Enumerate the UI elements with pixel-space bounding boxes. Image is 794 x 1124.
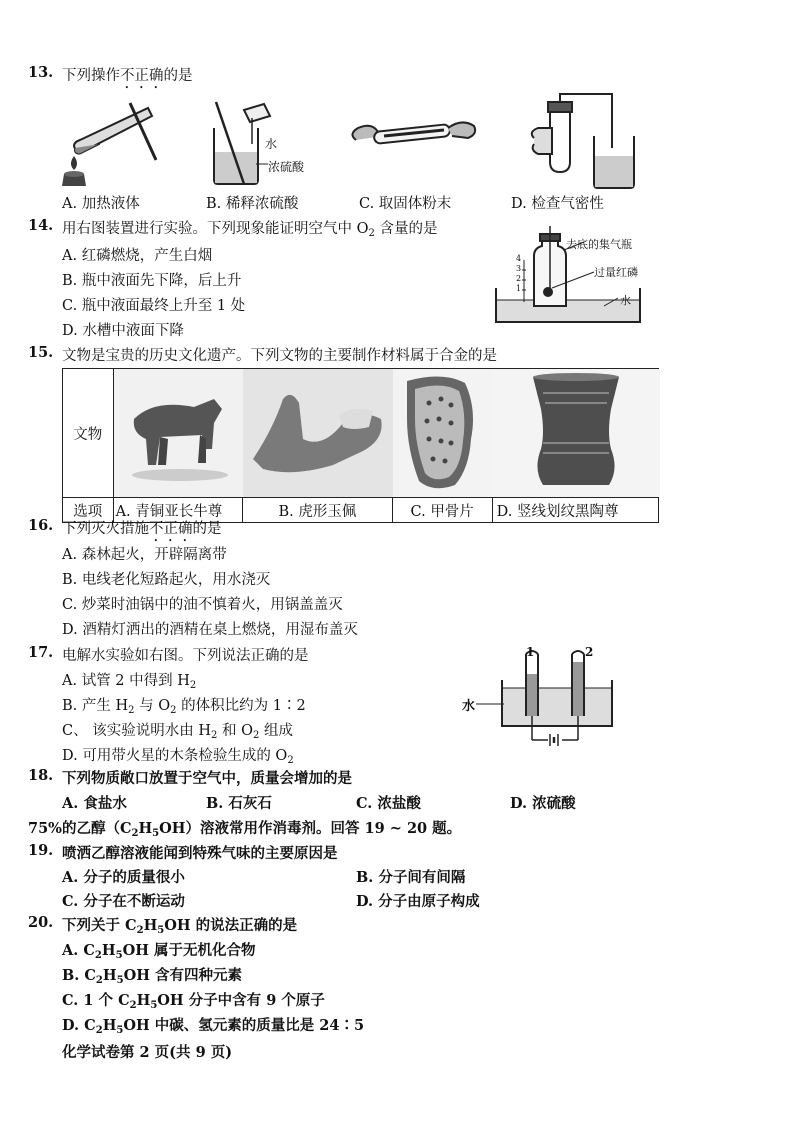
q16-number: 16. bbox=[28, 517, 54, 534]
q13-label-acid: 浓硫酸 bbox=[268, 160, 305, 174]
q14-option-d[interactable] bbox=[62, 319, 184, 340]
q19-option-c-text: 分子在不断运动 bbox=[83, 893, 185, 910]
q20-option-d-sub1: 2 bbox=[95, 1025, 103, 1036]
q13-stem bbox=[62, 64, 193, 92]
q13-option-a-letter: A. bbox=[62, 196, 78, 212]
q14-option-c[interactable] bbox=[62, 294, 245, 315]
q14-stem-post: 含量的是 bbox=[374, 221, 438, 237]
q19-option-b-letter: B. bbox=[356, 869, 374, 886]
intro-post: OH）溶液常用作消毒剂。回答 19 ~ 20 题。 bbox=[159, 820, 462, 837]
q19-number: 19. bbox=[28, 842, 54, 859]
intro-mid: H bbox=[138, 820, 153, 837]
q16-option-b[interactable] bbox=[62, 568, 270, 589]
q14-stem-sub: 2 bbox=[368, 228, 375, 239]
intro-pre: 75%的乙醇（C bbox=[28, 820, 132, 837]
q19-stem: 喷洒乙醇溶液能闻到特殊气味的主要原因是 bbox=[62, 845, 338, 862]
q14-option-d-text: 水槽中液面下降 bbox=[82, 323, 184, 339]
bronze-ox-zun-image bbox=[114, 369, 243, 497]
q15-option-c-text: 甲骨片 bbox=[430, 503, 474, 520]
artifact-c-image-cell bbox=[392, 369, 492, 498]
q17-option-c-letter: C、 bbox=[62, 723, 88, 739]
q14-stem-text: 用右图装置进行实验。下列现象能证明空气中 O bbox=[62, 221, 369, 237]
q20-option-a-pre: C bbox=[83, 942, 95, 959]
q20-option-c-letter: C. bbox=[62, 992, 79, 1009]
q20-option-d-letter: D. bbox=[62, 1017, 80, 1034]
q16-stem bbox=[62, 517, 222, 545]
q15-option-d[interactable] bbox=[492, 498, 658, 523]
artifact-a-image-cell bbox=[113, 369, 243, 498]
q14-mark-2: 2 bbox=[516, 274, 522, 283]
q15-option-c-letter: C. bbox=[410, 503, 426, 520]
q16-option-a-text: 森林起火，开辟隔离带 bbox=[81, 547, 227, 563]
q13-option-c-letter: C. bbox=[359, 196, 375, 212]
q16-option-a[interactable] bbox=[62, 543, 227, 564]
artifact-row-label-top: 文物 bbox=[63, 369, 114, 498]
q20-option-a-sub2: 5 bbox=[115, 950, 123, 961]
q17-option-b-tail: 与 O bbox=[134, 698, 171, 714]
q16-stem-pre: 下列灭火措施 bbox=[62, 521, 149, 537]
q20-option-a[interactable] bbox=[62, 939, 255, 960]
q13-option-c-text: 取固体粉末 bbox=[378, 196, 452, 212]
q20-stem bbox=[62, 914, 297, 935]
q20-option-b-pre: C bbox=[84, 967, 96, 984]
q18-option-a[interactable] bbox=[62, 792, 127, 813]
q20-option-d-pre: C bbox=[84, 1017, 96, 1034]
q20-option-b-tail: OH 含有四种元素 bbox=[123, 967, 242, 984]
q14-label-phosphorus: 过量红磷 bbox=[594, 266, 638, 279]
q13-option-b[interactable] bbox=[206, 192, 298, 213]
q16-option-d-text: 酒精灯洒出的酒精在桌上燃烧，用湿布盖灭 bbox=[82, 622, 358, 638]
q20-option-b-letter: B. bbox=[62, 967, 80, 984]
q20-option-a-tail: OH 属于无机化合物 bbox=[122, 942, 256, 959]
q14-mark-1: 1 bbox=[516, 284, 522, 293]
q20-option-d-tail: OH 中碳、氢元素的质量比是 24∶5 bbox=[123, 1017, 365, 1034]
q20-option-a-sub1: 2 bbox=[94, 950, 102, 961]
q17-option-a-sub: 2 bbox=[189, 680, 197, 691]
q19-option-d[interactable] bbox=[356, 890, 480, 911]
q17-option-c-tail: 和 O bbox=[217, 723, 253, 739]
q18-option-c[interactable] bbox=[356, 792, 421, 813]
q20-option-d-sub2: 5 bbox=[116, 1025, 124, 1036]
q13-option-c[interactable] bbox=[359, 192, 451, 213]
black-pottery-zun-image bbox=[493, 369, 658, 497]
q13-fig-c-powder bbox=[344, 110, 484, 160]
q13-option-d[interactable] bbox=[511, 192, 604, 213]
q13-stem-pre: 下列操作 bbox=[62, 68, 120, 84]
page-footer: 化学试卷第 2 页(共 9 页) bbox=[62, 1044, 233, 1061]
q14-label-bottle: 去底的集气瓶 bbox=[566, 238, 632, 251]
q18-number: 18. bbox=[28, 767, 54, 784]
q18-option-d[interactable] bbox=[510, 792, 576, 813]
q16-option-a-letter: A. bbox=[62, 547, 78, 563]
q13-option-d-letter: D. bbox=[511, 196, 527, 212]
q20-option-d-h: H bbox=[102, 1017, 117, 1034]
q14-option-a-letter: A. bbox=[62, 248, 78, 264]
oracle-bone-image bbox=[393, 369, 492, 497]
q17-option-a-text: 试管 2 中得到 H bbox=[81, 673, 190, 689]
q16-option-c-text: 炒菜时油锅中的油不慎着火，用锅盖盖灭 bbox=[81, 597, 343, 613]
q20-stem-sub-1: 2 bbox=[136, 925, 144, 936]
q17-option-b-sub: 2 bbox=[128, 705, 135, 716]
q17-option-d-letter: D. bbox=[62, 748, 78, 764]
q16-stem-post: 的是 bbox=[192, 521, 222, 537]
q14-scale-marks bbox=[516, 254, 521, 294]
q18-option-d-text: 浓硫酸 bbox=[532, 795, 576, 812]
q17-option-b-letter: B. bbox=[62, 698, 78, 714]
q13-fig-a-heating bbox=[60, 98, 170, 188]
q15-option-b-text: 虎形玉佩 bbox=[298, 503, 357, 520]
q17-option-c-sub: 2 bbox=[210, 730, 218, 741]
q13-stem-emph: 不正确 bbox=[120, 68, 164, 84]
q19-option-a[interactable] bbox=[62, 866, 185, 887]
q13-label-water: 水 bbox=[265, 137, 278, 151]
q18-option-a-letter: A. bbox=[62, 795, 79, 812]
q16-stem-emph: 不正确 bbox=[149, 521, 193, 537]
q17-option-b-text: 产生 H bbox=[81, 698, 129, 714]
q14-number: 14. bbox=[28, 217, 54, 234]
q19-option-c-letter: C. bbox=[62, 893, 79, 910]
q18-option-b-letter: B. bbox=[206, 795, 224, 812]
q20-option-b-sub1: 2 bbox=[95, 975, 103, 986]
q19-option-b-text: 分子间有间隔 bbox=[378, 869, 466, 886]
intro-sub-2: 5 bbox=[152, 828, 160, 839]
q14-option-b-text: 瓶中液面先下降，后上升 bbox=[81, 273, 242, 289]
q17-option-c-text: 该实验说明水由 H bbox=[92, 723, 211, 739]
q19-option-a-letter: A. bbox=[62, 869, 79, 886]
q17-stem: 电解水实验如右图。下列说法正确的是 bbox=[62, 648, 309, 664]
q20-option-a-h: H bbox=[101, 942, 116, 959]
q20-option-c-h: H bbox=[136, 992, 151, 1009]
q15-stem: 文物是宝贵的历史文化遗产。下列文物的主要制作材料属于合金的是 bbox=[62, 348, 497, 364]
q13-option-b-text: 稀释浓硫酸 bbox=[225, 196, 299, 212]
q15-option-d-letter: D. bbox=[496, 503, 513, 520]
q14-option-b[interactable] bbox=[62, 269, 241, 290]
q17-option-d[interactable] bbox=[62, 744, 294, 765]
q20-option-c-tail: OH 分子中含有 9 个原子 bbox=[157, 992, 325, 1009]
q17-option-c-sub2: 2 bbox=[252, 730, 260, 741]
artifact-b-image-cell bbox=[243, 369, 392, 498]
q14-option-c-letter: C. bbox=[62, 298, 78, 314]
q20-stem-h: H bbox=[143, 917, 158, 934]
q20-number: 20. bbox=[28, 914, 54, 931]
q16-option-b-letter: B. bbox=[62, 572, 78, 588]
q16-option-b-text: 电线老化短路起火，用水浇灭 bbox=[81, 572, 271, 588]
q20-option-c[interactable] bbox=[62, 989, 325, 1010]
q14-option-a[interactable] bbox=[62, 244, 212, 265]
q15-option-d-text: 竖线划纹黑陶尊 bbox=[517, 503, 619, 520]
q15-option-c[interactable] bbox=[392, 498, 492, 523]
q19-option-d-letter: D. bbox=[356, 893, 374, 910]
q17-option-b[interactable] bbox=[62, 694, 306, 715]
q16-option-c-letter: C. bbox=[62, 597, 78, 613]
artifact-d-image-cell bbox=[492, 369, 658, 498]
q14-option-b-letter: B. bbox=[62, 273, 78, 289]
q13-number: 13. bbox=[28, 64, 54, 81]
q18-option-c-text: 浓盐酸 bbox=[377, 795, 421, 812]
q17-electrolysis-diagram bbox=[492, 650, 622, 750]
q15-number: 15. bbox=[28, 344, 54, 361]
intro-sub-1: 2 bbox=[131, 828, 139, 839]
q17-option-b-sub2: 2 bbox=[170, 705, 177, 716]
q14-option-d-letter: D. bbox=[62, 323, 78, 339]
q17-option-a-letter: A. bbox=[62, 673, 78, 689]
q13-option-a[interactable] bbox=[62, 192, 140, 213]
q16-option-c[interactable] bbox=[62, 593, 343, 614]
tiger-jade-pendant-image bbox=[243, 369, 391, 497]
q15-option-b[interactable] bbox=[243, 498, 392, 523]
q14-mark-3: 3 bbox=[516, 264, 522, 273]
q15-option-b-letter: B. bbox=[278, 503, 294, 520]
q19-option-c[interactable] bbox=[62, 890, 185, 911]
q18-option-d-letter: D. bbox=[510, 795, 528, 812]
q17-option-d-sub: 2 bbox=[287, 755, 294, 766]
q20-option-b-sub2: 5 bbox=[116, 975, 124, 986]
q18-option-b-text: 石灰石 bbox=[228, 795, 272, 812]
q14-option-a-text: 红磷燃烧，产生白烟 bbox=[81, 248, 213, 264]
q19-option-a-text: 分子的质量很小 bbox=[83, 869, 185, 886]
q20-stem-sub-2: 5 bbox=[157, 925, 165, 936]
q17-option-c-tail2: 组成 bbox=[259, 723, 293, 739]
q17-option-d-text: 可用带火星的木条检验生成的 O bbox=[82, 748, 288, 764]
q15-option-a-letter: A. bbox=[115, 503, 131, 520]
q13-option-d-text: 检查气密性 bbox=[531, 196, 604, 212]
q20-stem-pre: 下列关于 C bbox=[62, 917, 137, 934]
q16-option-d-letter: D. bbox=[62, 622, 78, 638]
q17-tube-2-label: 2 bbox=[585, 645, 594, 659]
q18-stem: 下列物质敞口放置于空气中，质量会增加的是 bbox=[62, 770, 352, 787]
q18-option-c-letter: C. bbox=[356, 795, 373, 812]
q18-option-a-text: 食盐水 bbox=[83, 795, 127, 812]
q17-number: 17. bbox=[28, 644, 54, 661]
q19-option-b[interactable] bbox=[356, 866, 465, 887]
q14-mark-4: 4 bbox=[516, 254, 522, 263]
q17-water-label: 水 bbox=[462, 699, 476, 714]
q20-option-c-sub1: 2 bbox=[129, 1000, 137, 1011]
artifact-table bbox=[62, 368, 659, 523]
q20-option-d[interactable] bbox=[62, 1014, 364, 1035]
q13-option-b-letter: B. bbox=[206, 196, 222, 212]
ethanol-intro bbox=[28, 817, 461, 838]
q20-option-b[interactable] bbox=[62, 964, 242, 985]
q17-tube-1-label: 1 bbox=[526, 645, 535, 659]
q15-option-a-text: 青铜亚长牛尊 bbox=[135, 503, 223, 520]
q19-option-d-text: 分子由原子构成 bbox=[378, 893, 480, 910]
q20-option-c-sub2: 5 bbox=[150, 1000, 158, 1011]
q20-option-c-pre: 1 个 C bbox=[83, 992, 130, 1009]
q17-option-b-tail2: 的体积比约为 1∶2 bbox=[176, 698, 306, 714]
q20-option-a-letter: A. bbox=[62, 942, 79, 959]
artifact-row-label-bottom: 选项 bbox=[63, 498, 114, 523]
q14-stem bbox=[62, 217, 437, 238]
q17-option-a[interactable] bbox=[62, 669, 196, 690]
q14-option-c-text: 瓶中液面最终上升至 1 处 bbox=[81, 298, 246, 314]
artifact-image-row bbox=[63, 369, 659, 498]
q18-option-b[interactable] bbox=[206, 792, 272, 813]
q13-fig-d-airtight bbox=[528, 92, 648, 192]
q17-option-c[interactable] bbox=[62, 719, 293, 740]
q14-label-water: 水 bbox=[620, 294, 631, 307]
q20-option-b-h: H bbox=[102, 967, 117, 984]
q16-option-d[interactable] bbox=[62, 618, 358, 639]
q20-stem-post: OH 的说法正确的是 bbox=[164, 917, 298, 934]
q13-stem-post: 的是 bbox=[163, 68, 193, 84]
q13-option-a-text: 加热液体 bbox=[81, 196, 140, 212]
